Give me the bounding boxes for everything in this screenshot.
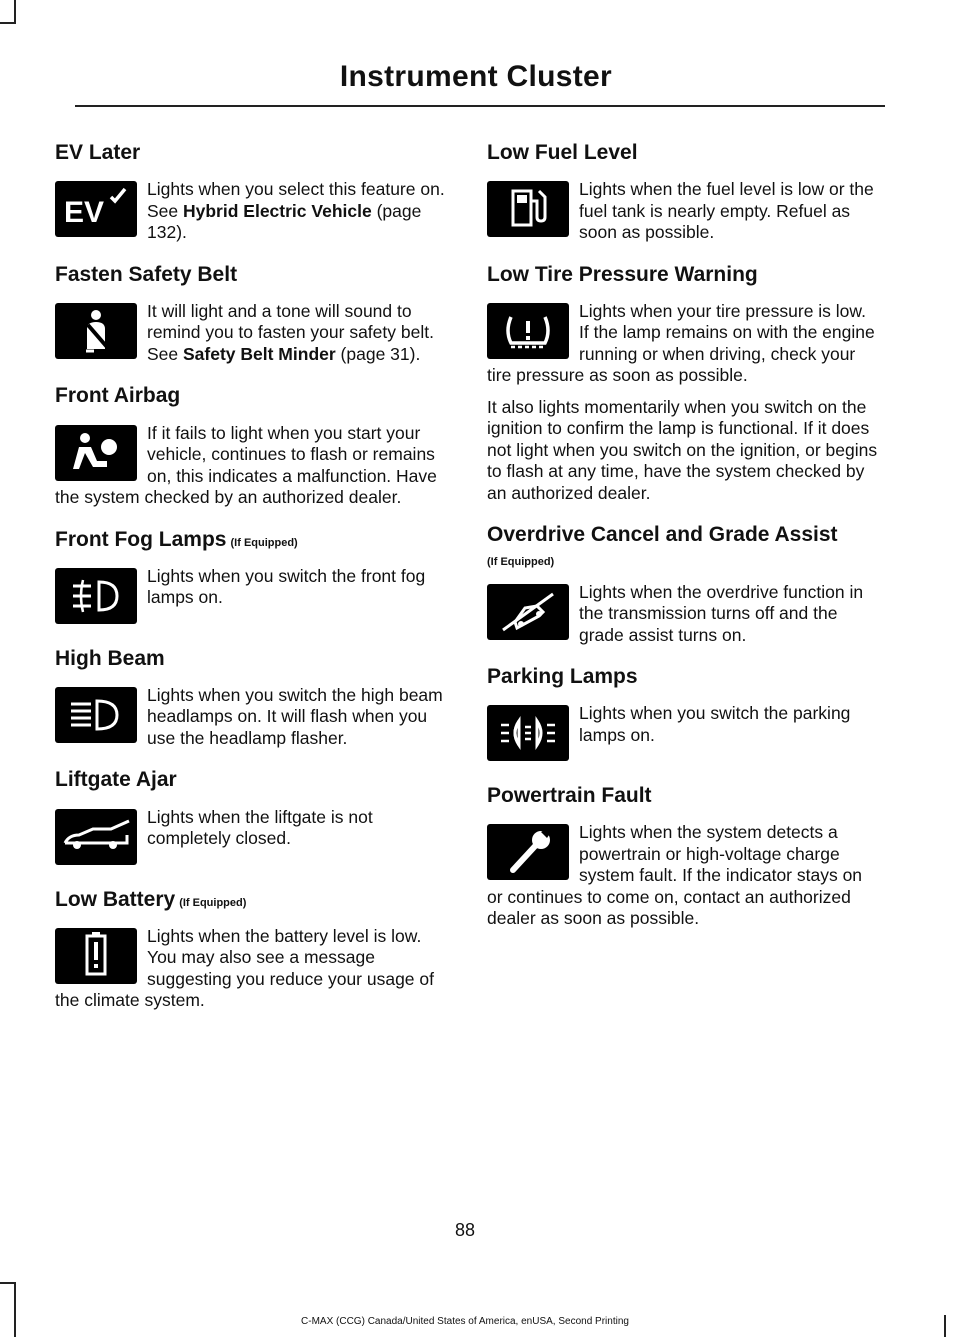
crop-mark-bottom-left-h	[0, 1282, 16, 1284]
section-body: Lights when your tire pressure is low. If the lamp remains on with the engine running or when driving, check your tire pressure as soon as possible.	[487, 300, 875, 386]
ev-later-icon	[55, 181, 137, 237]
crop-mark-bottom-right	[944, 1315, 946, 1337]
section-front-fog-lamps	[55, 527, 447, 628]
seatbelt-icon	[55, 303, 137, 359]
section-body: Lights when you switch the high beam headlamps on. It will flash when you use the headlamp flasher.	[55, 685, 447, 750]
crop-mark-top-left	[14, 0, 16, 22]
section-body: Lights when the liftgate is not completely closed.	[55, 807, 447, 869]
fuel-pump-icon	[487, 181, 569, 237]
section-low-fuel-level	[487, 140, 879, 244]
section-extra-paragraph: It also lights momentarily when you switch on the ignition to confirm the lamp is functional. If it does not light when you switch on the ignition, or begins to flash at any time, have the system checked by an authorized dealer.	[487, 396, 878, 503]
header-rule	[75, 105, 885, 107]
section-body: If it fails to light when you start your vehicle, continues to flash or remains on, this indicates a malfunction. Have the system checked by an authorized dealer.	[55, 422, 437, 508]
page-number: 88	[454, 1220, 476, 1240]
section-title: EV Later	[55, 141, 141, 164]
liftgate-icon	[55, 809, 137, 865]
wrench-icon	[487, 824, 569, 880]
footer-text: C-MAX (CCG) Canada/United States of America, enUSA, Second Printing	[301, 1316, 629, 1327]
section-body: Lights when you switch the front fog lamps on.	[55, 566, 447, 628]
section-title: Liftgate Ajar	[55, 768, 177, 792]
cross-ref-link[interactable]: Hybrid Electric Vehicle	[183, 200, 372, 221]
tire-pressure-icon	[487, 303, 569, 359]
section-ev-later	[55, 140, 447, 244]
section-body: Lights when the battery level is low. You may also see a message suggesting you reduce your usage of the climate system.	[55, 925, 434, 1011]
section-fasten-safety-belt	[55, 262, 447, 366]
section-body: Lights when the system detects a powertrain or high-voltage charge system fault. If the indicator stays on or continues to come on, contact an authorized dealer as soon as possible.	[487, 822, 863, 929]
section-title: Low Fuel Level	[487, 141, 638, 164]
section-title: Front Airbag	[55, 384, 181, 408]
fog-lamp-icon	[55, 568, 137, 624]
section-body: Lights when the fuel level is low or the fuel tank is nearly empty. Refuel as soon as possible.	[487, 179, 879, 244]
section-body: EV Lights when you select this feature on. See Hybrid Electric Vehicle (page 132).	[55, 179, 447, 244]
section-parking-lamps	[487, 664, 879, 765]
section-title: Parking Lamps	[487, 665, 638, 689]
section-low-battery	[55, 887, 447, 1012]
crop-mark-top-left-h	[0, 22, 16, 24]
section-title: Fasten Safety Belt	[55, 262, 238, 286]
parking-lamp-icon	[487, 705, 569, 761]
airbag-icon	[55, 425, 137, 481]
page-title: Instrument Cluster	[339, 60, 612, 93]
section-low-tire-pressure	[487, 262, 879, 505]
svg-text:EV: EV	[64, 196, 105, 230]
high-beam-icon	[55, 687, 137, 743]
section-body: Lights when you switch the parking lamps on.	[487, 703, 879, 765]
section-liftgate-ajar	[55, 767, 447, 868]
left-column	[55, 140, 447, 1030]
crop-mark-bottom-left	[14, 1282, 16, 1337]
equipped-note: (If Equipped)	[487, 555, 555, 568]
section-front-airbag	[55, 383, 447, 508]
section-overdrive-cancel	[487, 522, 879, 646]
section-high-beam	[55, 646, 447, 750]
section-title: High Beam	[55, 646, 165, 670]
section-title: Front Fog Lamps (If Equipped)	[55, 527, 298, 551]
right-column	[487, 140, 879, 948]
section-title: Low Battery (If Equipped)	[55, 887, 247, 911]
section-title: Powertrain Fault	[487, 784, 652, 808]
section-title: Overdrive Cancel and Grade Assist	[487, 523, 838, 547]
cross-ref-link[interactable]: Safety Belt Minder	[183, 343, 336, 364]
low-battery-icon	[55, 928, 137, 984]
section-title: Low Tire Pressure Warning	[487, 262, 758, 286]
section-body: Lights when the overdrive function in the transmission turns off and the grade assist turns on.	[487, 582, 879, 647]
section-body: It will light and a tone will sound to remind you to fasten your safety belt. See Safety Belt Minder (page 31).	[55, 301, 447, 366]
section-powertrain-fault	[487, 783, 879, 930]
grade-assist-icon	[487, 584, 569, 640]
